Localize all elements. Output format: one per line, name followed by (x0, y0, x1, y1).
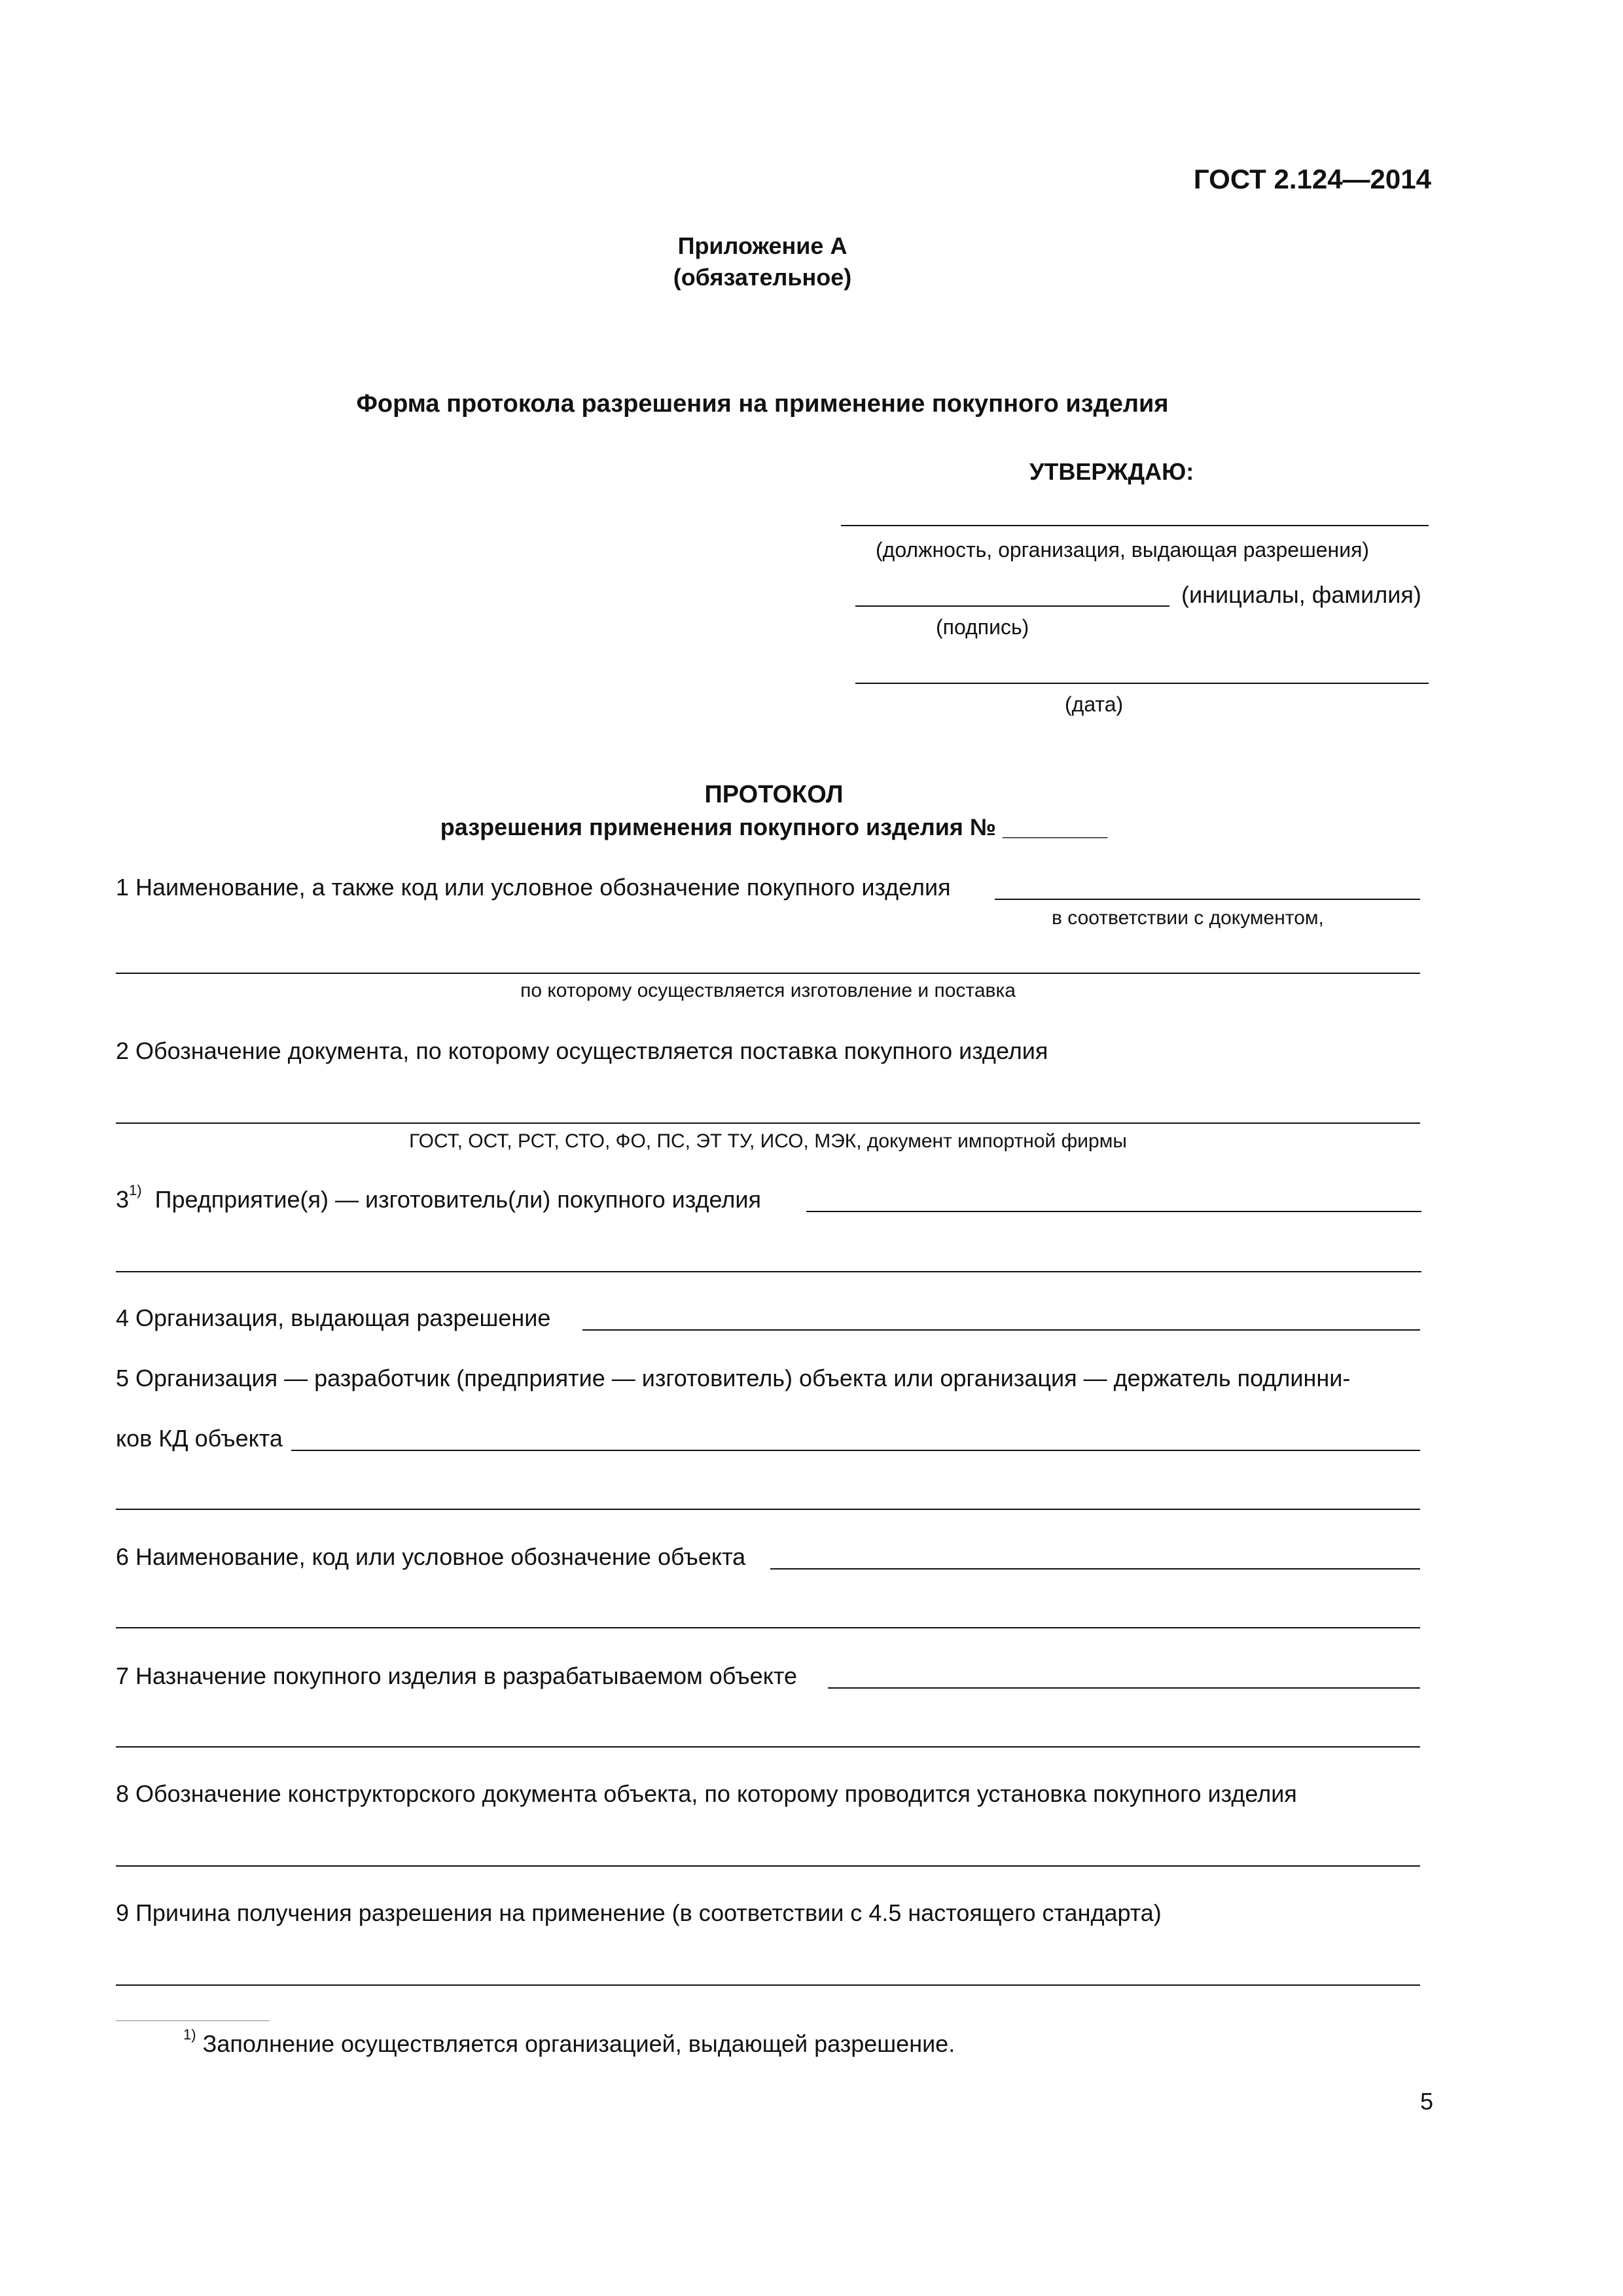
date-caption: (дата) (1065, 692, 1124, 716)
item-2-caption: ГОСТ, ОСТ, РСТ, СТО, ФО, ПС, ЭТ ТУ, ИСО, МЭК, документ импортной фирмы (409, 1130, 1127, 1152)
item-5-line-1 (291, 1450, 1420, 1451)
item-7-label: 7 Назначение покупного изделия в разрабатываемом объекте (116, 1662, 797, 1689)
protocol-subtitle: разрешения применения покупного изделия № ________ (440, 814, 1108, 840)
item-2-line (116, 1122, 1420, 1124)
item-9-line (116, 1984, 1420, 1986)
item-9-label: 9 Причина получения разрешения на применение (в соответствии с 4.5 настоящего стандарта) (116, 1899, 1162, 1926)
item-1-caption-a: в соответствии с документом, (1052, 907, 1324, 929)
footnote-text: Заполнение осуществляется организацией, выдающей разрешение. (202, 2030, 955, 2057)
position-line (841, 525, 1429, 526)
item-1-line-1 (995, 899, 1420, 900)
item-5-label-b: ков КД объекта (116, 1425, 283, 1452)
item-2-label: 2 Обозначение документа, по которому осуществляется поставка покупного изделия (116, 1037, 1048, 1064)
item-6-label: 6 Наименование, код или условное обозначение объекта (116, 1543, 746, 1570)
item-4-line (582, 1329, 1420, 1331)
item-8-label: 8 Обозначение конструкторского документа объекта, по которому проводится установка покупного изделия (116, 1780, 1297, 1807)
appendix-status: (обязательное) (673, 264, 852, 291)
item-4-label: 4 Организация, выдающая разрешение (116, 1304, 551, 1331)
initials-label: (инициалы, фамилия) (1181, 581, 1421, 608)
item-5-line-2 (116, 1509, 1420, 1510)
item-1-label: 1 Наименование, а также код или условное обозначение покупного изделия (116, 874, 951, 901)
signature-line (855, 605, 1169, 607)
footnote-separator (116, 2020, 270, 2021)
appendix-title: Приложение А (677, 232, 847, 259)
signature-caption: (подпись) (936, 615, 1029, 639)
item-7-line-2 (116, 1746, 1420, 1748)
item-7-line-1 (828, 1687, 1420, 1689)
item-3-text: Предприятие(я) — изготовитель(ли) покупного изделия (154, 1186, 761, 1213)
item-6-line-1 (770, 1568, 1420, 1570)
item-8-line (116, 1865, 1420, 1867)
item-6-line-2 (116, 1627, 1420, 1628)
approval-heading: УТВЕРЖДАЮ: (1029, 458, 1194, 485)
date-line (855, 683, 1429, 684)
item-3-number: 3 (116, 1186, 130, 1213)
standard-number: ГОСТ 2.124—2014 (1193, 164, 1431, 194)
item-3-line-2 (116, 1271, 1421, 1272)
item-3-label (116, 1182, 761, 1213)
item-5-label-a: 5 Организация — разработчик (предприятие — изготовитель) объекта или организация — держатель подлинни- (116, 1365, 1351, 1391)
footnote (183, 2026, 955, 2058)
item-1-caption-b: по которому осуществляется изготовление и поставка (520, 980, 1016, 1001)
item-3-footnote-mark: 1) (129, 1182, 142, 1198)
item-3-line-1 (806, 1211, 1421, 1212)
page-number: 5 (1419, 2088, 1433, 2115)
form-title: Форма протокола разрешения на применение покупного изделия (356, 390, 1169, 418)
protocol-title: ПРОТОКОЛ (704, 781, 844, 808)
item-1-line-2 (116, 973, 1420, 974)
position-caption: (должность, организация, выдающая разрешения) (876, 538, 1370, 562)
footnote-mark: 1) (183, 2026, 196, 2043)
